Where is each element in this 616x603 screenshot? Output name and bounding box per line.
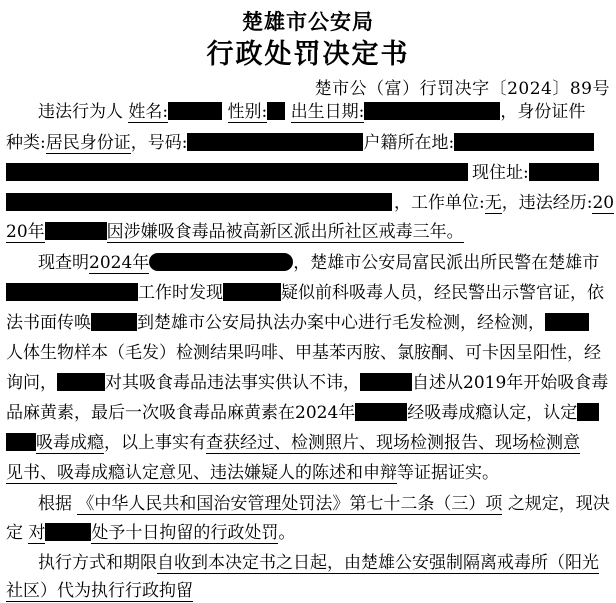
- label-name: 姓名:: [128, 102, 169, 122]
- finding-addiction: 吸毒成瘾: [36, 433, 104, 453]
- line-16: [38, 553, 599, 573]
- label-id-type: 种类:: [6, 133, 46, 153]
- redacted-person: [223, 283, 281, 301]
- finding-intro: 现查明: [38, 253, 89, 273]
- redacted-finding-date: [149, 253, 293, 271]
- finding-result: 人体生物样本（毛发）检测结果吗啡、甲基苯丙胺、氯胺酮、可卡因呈阳性，经: [6, 343, 601, 363]
- finding-summon: 法书面传唤: [6, 313, 91, 333]
- finding-police: ，楚雄市公安局富民派出所民警在楚雄市: [293, 253, 600, 273]
- line-6: [38, 253, 599, 273]
- basis-decision: 之规定，现决: [507, 494, 610, 514]
- finding-inquiry: 询问，: [6, 373, 57, 393]
- label-dob: 出生日期:: [290, 102, 365, 122]
- decision-period: 。: [278, 523, 296, 543]
- history-detail: 因涉嫌吸食毒品被高新区派出所社区戒毒三年。: [106, 222, 464, 242]
- line-14: [38, 494, 610, 514]
- execution-label: 执行方式和期限: [38, 553, 157, 573]
- line-17: [6, 581, 193, 601]
- finding-confession: 对其吸食毒品违法事实供认不讳，: [105, 373, 360, 393]
- line-5: [6, 222, 464, 242]
- redacted-household: [454, 133, 594, 151]
- redacted-dob: [364, 102, 500, 120]
- finding-date: 2024年: [89, 253, 150, 273]
- history-year-suffix: 20年: [6, 222, 45, 242]
- line-13: [6, 463, 499, 483]
- redacted-person: [57, 373, 105, 391]
- finding-discovery: 工作时发现: [138, 283, 223, 303]
- line-3: [472, 163, 599, 183]
- value-workplace: 无: [484, 193, 502, 213]
- evidence-intro: ，以上事实有: [104, 433, 206, 453]
- label-household: 户籍所在地:: [363, 133, 455, 153]
- evidence-closing: 等证据证实。: [397, 463, 499, 483]
- line-15: [6, 523, 295, 543]
- decision-word: 定: [6, 523, 23, 543]
- evidence-list: 查获经过、检测照片、现场检测报告、现场检测意: [206, 433, 580, 453]
- evidence-list-continued: 见书、吸毒成瘾认定意见、违法嫌疑人的陈述和申辩: [6, 463, 397, 483]
- redacted-address-continued: [6, 193, 392, 211]
- redacted-location: [6, 283, 138, 301]
- line-1: [38, 102, 585, 122]
- legal-basis: 《中华人民共和国治安管理处罚法》第七十二条（三）项: [77, 494, 503, 514]
- finding-test: 到楚雄市公安局执法办案中心进行毛发检测，经检测，: [137, 313, 545, 333]
- line-9: [6, 343, 601, 363]
- line-10: [6, 373, 608, 393]
- finding-self-report: 自述从2019年开始吸食毒: [412, 373, 609, 393]
- finding-last-use: 品麻黄素，最后一次吸食毒品麻黄素在2024年: [6, 403, 356, 423]
- redacted-person: [91, 313, 137, 331]
- decision-target: 对: [28, 523, 46, 543]
- redacted-address-line: [6, 163, 468, 181]
- line-12: [6, 433, 580, 453]
- redacted-gender: [267, 102, 285, 120]
- label-gender: 性别:: [227, 102, 268, 122]
- execution-detail-continued: 社区）代为执行行政拘留: [6, 581, 193, 601]
- redacted-id-number: [187, 133, 363, 151]
- redacted-person: [577, 403, 599, 421]
- line-7: [6, 283, 604, 303]
- basis-intro: 根据: [38, 494, 72, 514]
- label-id-number: ，号码:: [130, 133, 188, 153]
- redacted-current-address: [529, 163, 599, 181]
- label-id-type-start: ，身份证件: [500, 102, 586, 122]
- redacted-person: [360, 373, 412, 391]
- decision-penalty: 处予十日拘留的行政处罚: [91, 523, 279, 543]
- execution-detail: 自收到本决定书之日起，由楚雄公安强制隔离戒毒所（阳光: [157, 553, 599, 573]
- redacted-person: [45, 523, 91, 541]
- finding-addiction-intro: 经吸毒成瘾认定，认定: [407, 403, 578, 423]
- redacted-person: [545, 313, 589, 331]
- issuing-agency: 楚雄市公安局: [242, 9, 374, 34]
- label-history: ，违法经历:: [501, 193, 593, 213]
- line-4: [394, 193, 614, 213]
- value-id-type: 居民身份证: [45, 133, 131, 153]
- value-history-year: 20: [592, 193, 615, 213]
- label-workplace: ，工作单位:: [394, 193, 485, 213]
- line-11: [6, 403, 599, 423]
- redacted-history-date: [45, 222, 107, 240]
- document-title: 行政处罚决定书: [206, 39, 410, 70]
- redacted-person: [6, 433, 36, 451]
- line-2: [6, 133, 594, 153]
- line-8: [6, 313, 589, 333]
- redacted-name: [168, 102, 222, 120]
- finding-suspect: 疑似前科吸毒人员，经民警出示警官证，依: [281, 283, 604, 303]
- label-offender: 违法行为人: [38, 102, 123, 122]
- redacted-last-use-date: [355, 403, 407, 421]
- label-current-address: 现住址:: [472, 163, 529, 183]
- document-number: 楚市公（富）行罚决字〔2024〕89号: [314, 79, 610, 99]
